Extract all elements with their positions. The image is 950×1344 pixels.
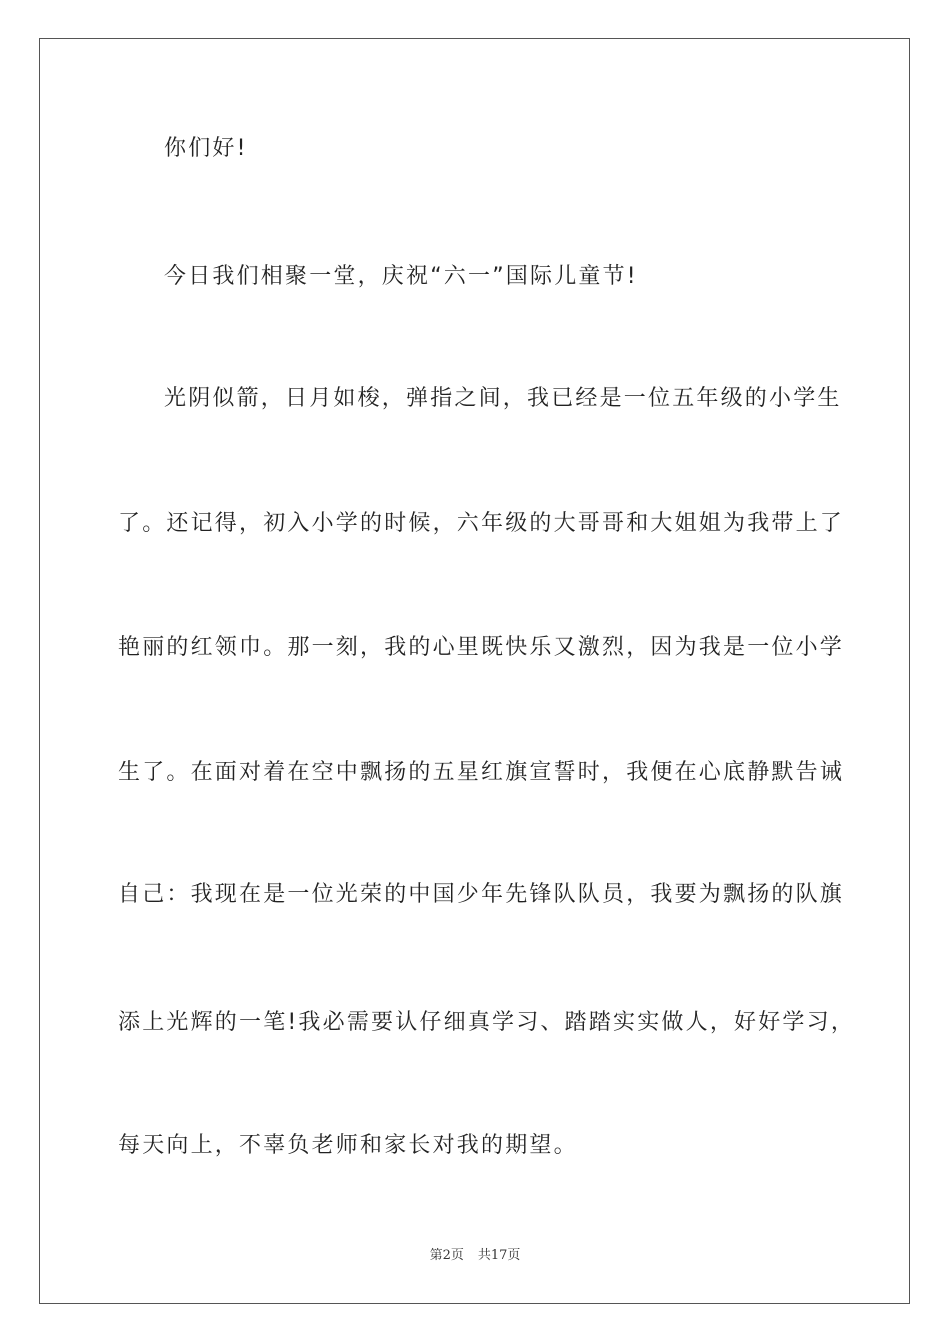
paragraph-line: 生了。在面对着在空中飘扬的五星红旗宣誓时，我便在心底静默告诫 — [118, 760, 845, 785]
paragraph-line: 自己：我现在是一位光荣的中国少年先锋队队员，我要为飘扬的队旗 — [118, 882, 845, 907]
paragraph-line: 今日我们相聚一堂，庆祝“六一”国际儿童节! — [164, 264, 638, 289]
paragraph-line: 光阴似箭，日月如梭，弹指之间，我已经是一位五年级的小学生 — [164, 386, 842, 411]
page-footer — [0, 1244, 950, 1263]
paragraph-line: 每天向上，不辜负老师和家长对我的期望。 — [118, 1133, 578, 1158]
page-number: 第2页 — [429, 1248, 464, 1263]
paragraph-line: 艳丽的红领巾。那一刻，我的心里既快乐又激烈，因为我是一位小学 — [118, 635, 845, 660]
page-total: 共17页 — [477, 1248, 521, 1263]
greeting-line: 你们好! — [164, 136, 248, 161]
paragraph-line: 了。还记得，初入小学的时候，六年级的大哥哥和大姐姐为我带上了 — [118, 511, 845, 536]
page-frame — [39, 38, 910, 1304]
paragraph-line: 添上光辉的一笔!我必需要认仔细真学习、踏踏实实做人，好好学习， — [118, 1010, 856, 1035]
